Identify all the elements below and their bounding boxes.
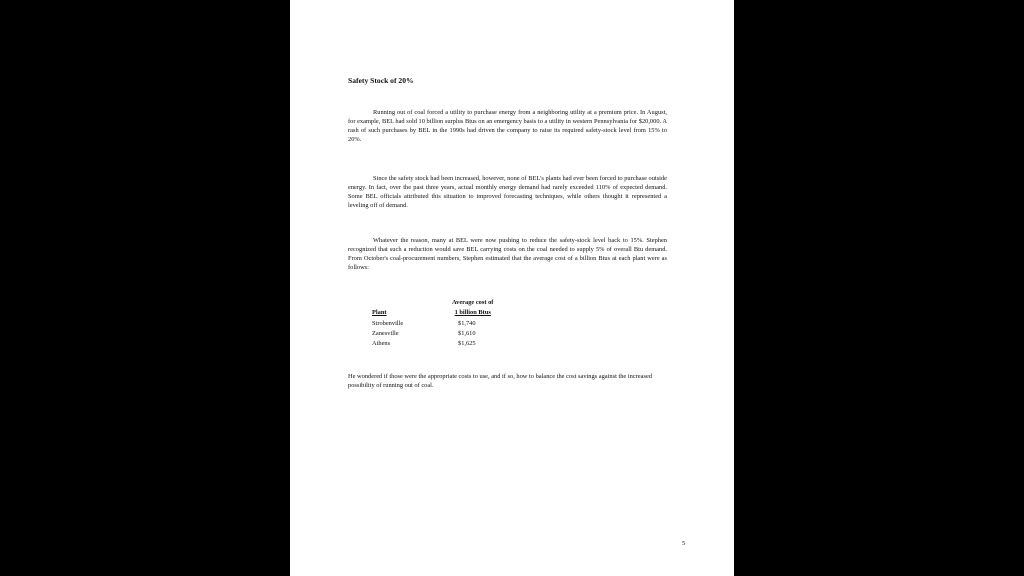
plant-cost: $1,610	[458, 330, 476, 337]
plant-cost-table	[372, 297, 522, 349]
paragraph-3: Whatever the reason, many at BEL were now pushing to reduce the safety-stock level back to 15%. Stephen recognized that such a reduction would save BEL carrying costs on the coal needed to supply 5% of overall Btu demand. From October's coal-procurement numbers, Stephen estimated that the average cost of a billion Btus at each plant were as follows:	[348, 237, 667, 272]
header-cost-line2: 1 billion Btus	[454, 308, 491, 316]
plant-name: Zanesville	[372, 330, 399, 337]
table-header	[372, 297, 522, 319]
page-number: 5	[682, 540, 686, 547]
paragraph-2: Since the safety stock had been increased, however, none of BEL's plants had ever been forced to purchase outside energy. In fact, over the past three years, actual monthly energy demand had rarely exceeded 110% of expected demand. Some BEL officials attributed this situation to improved forecasting techniques, while others thought it represented a leveling off of demand.	[348, 175, 667, 210]
table-row	[372, 319, 522, 329]
table-row	[372, 339, 522, 349]
plant-name: Strobenville	[372, 320, 404, 327]
section-heading: Safety Stock of 20%	[348, 76, 414, 85]
closing-paragraph: He wondered if those were the appropriate costs to use, and if so, how to balance the cost savings against the increased possibility of running out of coal.	[348, 373, 652, 390]
document-page	[290, 0, 734, 576]
header-plant: Plant	[372, 308, 387, 316]
header-cost-line1: Average cost of	[452, 299, 494, 306]
plant-cost: $1,625	[458, 340, 476, 347]
table-row	[372, 329, 522, 339]
paragraph-1: Running out of coal forced a utility to purchase energy from a neighboring utility at a premium price. In August, for example, BEL had sold 10 billion surplus Btus on an emergency basis to a utility in western Pennsylvania for $20,000. A rash of such purchases by BEL in the 1990s had driven the company to raise its required safety-stock level from 15% to 20%.	[348, 109, 667, 144]
plant-cost: $1,740	[458, 320, 476, 327]
plant-name: Athens	[372, 340, 391, 347]
header-cost	[452, 298, 493, 317]
